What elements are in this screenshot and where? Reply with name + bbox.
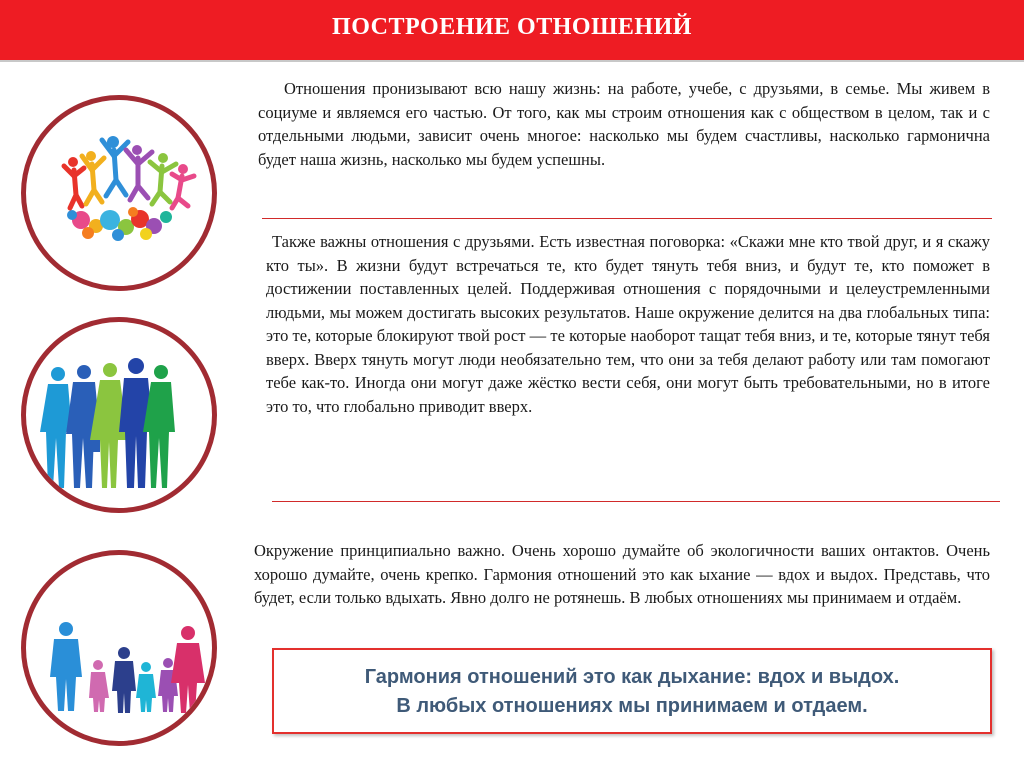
header-bar bbox=[0, 0, 1024, 62]
colorful-business-people-icon bbox=[26, 322, 212, 508]
business-people-illustration bbox=[21, 317, 217, 513]
intro-paragraph: Отношения пронизывают всю нашу жизнь: на работе, учебе, с друзьями, в семье. Мы живем в социуме и являемся его частью. От того, как мы строим отношения как с обществом в целом, так и с отдельными людьми, зависит очень многое: насколько мы будем счастливы, насколько гармонична будет наша жизнь, насколько мы будем успешны. bbox=[258, 79, 990, 169]
colorful-jumping-people-icon bbox=[26, 100, 212, 286]
friends-paragraph: Также важны отношения с друзьями. Есть известная поговорка: «Скажи мне кто твой друг, и я скажу кто ты». В жизни будут встречаться те, кто будет тянуть тебя вниз, и будут те, кто поможет в достижении поставленных целей. Поддерживая отношения с порядочными и целеустремленными людьми, мы можем достигать высоких результатов. Наше окружение делится на два глобальных типа: это те, которые блокируют твой рост — те которые наоборот тащат тебя вниз, и те, которые тянут тебя вверх. Вверх тянуть могут люди необязательно тем, что они за тебя делают работу или там помогают тебе как-то. Иногда они могут даже жёстко вести себя, они могут быть требовательными, но в итоге это то, что глобально приводит вверх. bbox=[266, 232, 990, 416]
quote-line-2: В любых отношениях мы принимаем и отдаем. bbox=[396, 695, 868, 717]
colorful-family-icon bbox=[26, 555, 212, 741]
quote-box bbox=[272, 648, 992, 734]
family-illustration bbox=[21, 550, 217, 746]
environment-paragraph: Окружение принципиально важно. Очень хорошо думайте об экологичности ваших онтактов. Очень хорошо думайте, очень крепко. Гармония отношений это как ыхание — вдох и выдох. Представь, что будет, если только вдыхать. Явно долго не ротянешь. В любых отношениях мы принимаем и отдаём. bbox=[254, 541, 990, 607]
jumping-people-illustration bbox=[21, 95, 217, 291]
section-divider-2 bbox=[272, 501, 1000, 502]
page-title: ПОСТРОЕНИЕ ОТНОШЕНИЙ bbox=[332, 14, 692, 40]
quote-line-1: Гармония отношений это как дыхание: вдох и выдох. bbox=[364, 666, 900, 688]
section-divider-1 bbox=[262, 218, 992, 219]
